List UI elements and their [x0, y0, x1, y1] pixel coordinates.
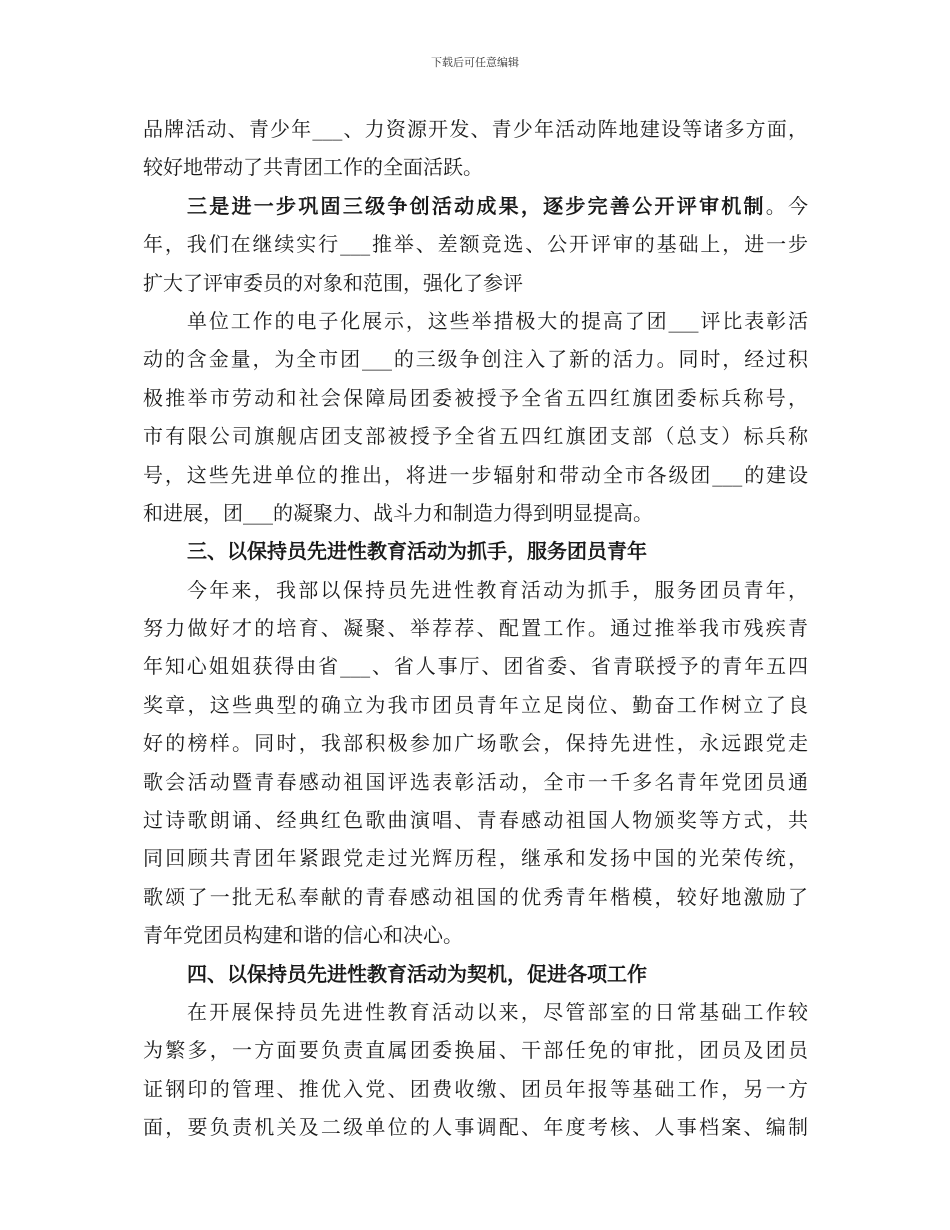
- line-text: 努力做好才的培育、凝聚、举荐荐、配置工作。通过推举我市残疾青: [143, 616, 808, 641]
- line-text: 歌会活动暨青春感动祖国评选表彰活动，全市一千多名青年党团员通: [143, 769, 808, 794]
- text-line: [143, 379, 808, 417]
- text-line: [143, 916, 808, 954]
- line-text: 扩大了评审委员的对象和范围，强化了参评: [143, 270, 523, 295]
- text-line: [143, 878, 808, 916]
- bold-heading-text: 三是进一步巩固三级争创活动成果，逐步完善公开评审机制: [187, 193, 766, 218]
- text-line: [143, 340, 808, 378]
- line-text: 年，我们在继续实行___推举、差额竞选、公开评审的基础上，进一步: [143, 232, 808, 257]
- line-text: 极推举市劳动和社会保障局团委被授予全省五四红旗团委标兵称号，: [143, 385, 808, 410]
- text-line: [143, 110, 808, 148]
- line-text: 年知心姐姐获得由省___、省人事厅、团省委、省青联授予的青年五四: [143, 654, 808, 679]
- line-text: 证钢印的管理、推优入党、团费收缴、团员年报等基础工作，另一方: [143, 1076, 808, 1101]
- line-text: 。今: [765, 193, 808, 218]
- line-text: 在开展保持员先进性教育活动以来，尽管部室的日常基础工作较: [187, 999, 808, 1024]
- line-text: 号，这些先进单位的推出，将进一步辐射和带动全市各级团___的建设: [143, 462, 808, 487]
- text-line: [143, 763, 808, 801]
- text-line: [143, 724, 808, 762]
- line-text: 奖章，这些典型的确立为我市团员青年立足岗位、勤奋工作树立了良: [143, 692, 808, 717]
- text-line: [143, 801, 808, 839]
- bold-heading-text: 三、以保持员先进性教育活动为抓手，服务团员青年: [187, 539, 647, 564]
- text-line: [143, 1031, 808, 1069]
- page-header-note: 下载后可任意编辑: [431, 56, 519, 69]
- text-line: [143, 264, 808, 302]
- text-line: [143, 993, 808, 1031]
- text-line: [143, 417, 808, 455]
- line-text: 青年党团员构建和谐的信心和决心。: [143, 923, 463, 948]
- line-text: 好的榜样。同时，我部积极参加广场歌会，保持先进性，永远跟党走: [143, 731, 808, 756]
- text-line: [143, 609, 808, 647]
- line-text: 为繁多，一方面要负责直属团委换届、干部任免的审批，团员及团员: [143, 1038, 808, 1063]
- line-text: 较好地带动了共青团工作的全面活跃。: [143, 155, 483, 180]
- text-line: [143, 839, 808, 877]
- text-line: [143, 148, 808, 186]
- line-text: 过诗歌朗诵、经典红色歌曲演唱、青春感动祖国人物颁奖等方式，共: [143, 808, 808, 833]
- text-line: [143, 955, 808, 993]
- line-text: 动的含金量，为全市团___的三级争创注入了新的活力。同时，经过积: [143, 347, 808, 372]
- text-line: [143, 1108, 808, 1146]
- bold-heading-text: 四、以保持员先进性教育活动为契机，促进各项工作: [187, 961, 647, 986]
- line-text: 今年来，我部以保持员先进性教育活动为抓手，服务团员青年，: [187, 577, 808, 602]
- text-line: [143, 647, 808, 685]
- text-line: [143, 456, 808, 494]
- text-line: [143, 225, 808, 263]
- text-line: [143, 494, 808, 532]
- line-text: 面，要负责机关及二级单位的人事调配、年度考核、人事档案、编制: [143, 1115, 808, 1140]
- text-line: [143, 1070, 808, 1108]
- document-body: [143, 110, 808, 1147]
- text-line: [143, 571, 808, 609]
- line-text: 品牌活动、青少年___、力资源开发、青少年活动阵地建设等诸多方面，: [143, 117, 808, 141]
- line-text: 市有限公司旗舰店团支部被授予全省五四红旗团支部（总支）标兵称: [143, 424, 808, 449]
- line-text: 同回顾共青团年紧跟党走过光辉历程，继承和发扬中国的光荣传统，: [143, 846, 808, 871]
- line-text: 单位工作的电子化展示，这些举措极大的提高了团___评比表彰活: [187, 308, 808, 333]
- line-text: 歌颂了一批无私奉献的青春感动祖国的优秀青年楷模，较好地激励了: [143, 884, 808, 909]
- text-line: [143, 187, 808, 225]
- text-line: [143, 532, 808, 570]
- text-line: [143, 302, 808, 340]
- text-line: [143, 686, 808, 724]
- line-text: 和进展，团___的凝聚力、战斗力和制造力得到明显提高。: [143, 500, 653, 525]
